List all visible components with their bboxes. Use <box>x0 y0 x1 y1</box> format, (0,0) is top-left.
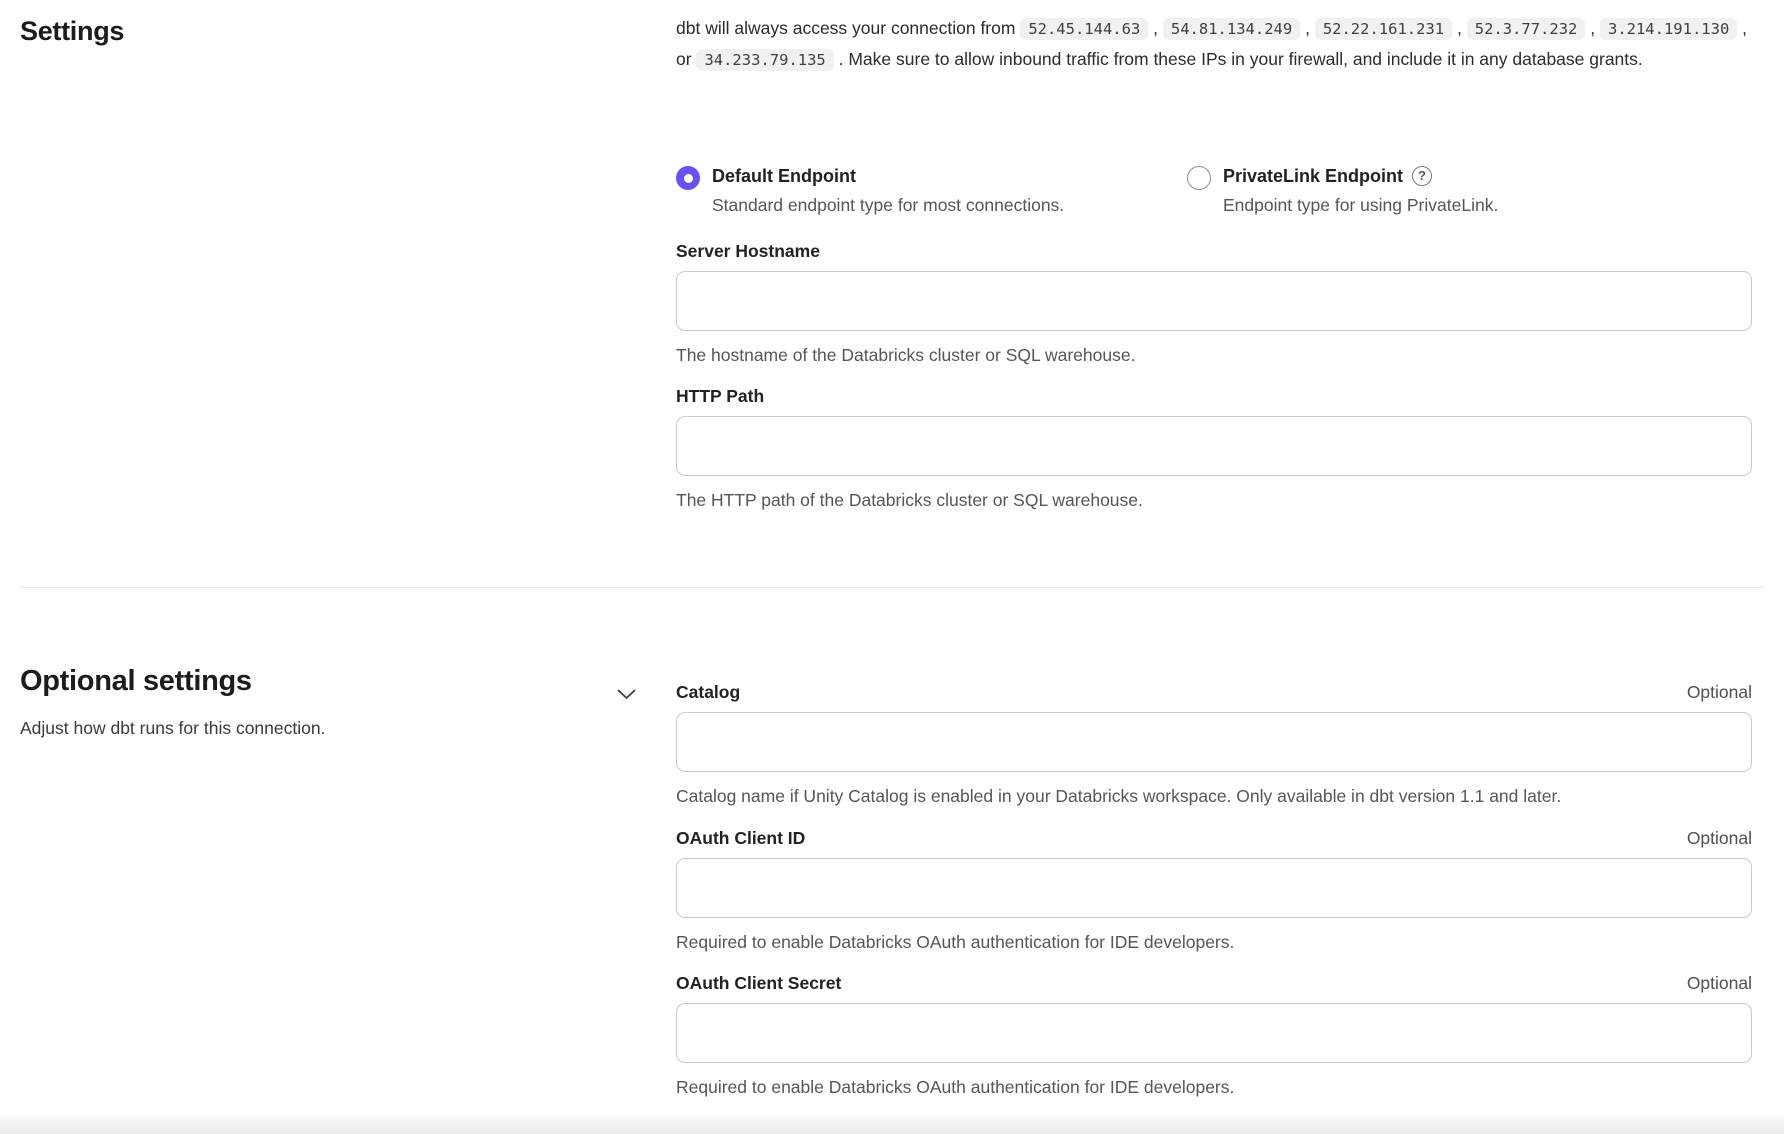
server-hostname-field-group <box>676 241 1752 366</box>
radio-selected-icon[interactable] <box>676 166 700 190</box>
catalog-field-group <box>676 682 1752 807</box>
oauth-client-secret-field-group <box>676 973 1752 1098</box>
server-hostname-helper: The hostname of the Databricks cluster or SQL warehouse. <box>676 345 1136 365</box>
ip-address-pill: 52.3.77.232 <box>1467 18 1586 40</box>
section-divider <box>20 587 1764 588</box>
server-hostname-input[interactable] <box>676 271 1752 331</box>
ip-address-pill: 52.22.161.231 <box>1315 18 1452 40</box>
radio-privatelink-endpoint[interactable] <box>1187 164 1498 216</box>
bottom-edge-bar <box>0 1115 1784 1134</box>
radio-privatelink-endpoint-description: Endpoint type for using PrivateLink. <box>1223 195 1499 215</box>
optional-settings-subtitle: Adjust how dbt runs for this connection. <box>20 718 326 738</box>
optional-badge: Optional <box>1686 973 1752 993</box>
catalog-label: Catalog <box>676 682 741 702</box>
oauth-client-secret-label: OAuth Client Secret <box>676 973 842 993</box>
http-path-input[interactable] <box>676 416 1752 476</box>
oauth-client-secret-helper: Required to enable Databricks OAuth authentication for IDE developers. <box>676 1077 1235 1097</box>
oauth-client-id-field-group <box>676 828 1752 953</box>
oauth-client-id-label: OAuth Client ID <box>676 828 806 848</box>
oauth-client-secret-input[interactable] <box>676 1003 1752 1063</box>
ip-access-notice: dbt will always access your connection from 52.45.144.63 , 54.81.134.249 , 52.22.161.231 , 52.3.77.232 , 3.214.191.130 , or 34.233.79.135 . Make sure to allow inbound traffic from these IPs in your firewall, and include it in any database grants. <box>676 18 1748 69</box>
radio-privatelink-endpoint-label <box>1223 164 1498 188</box>
radio-unselected-icon[interactable] <box>1187 166 1211 190</box>
http-path-label: HTTP Path <box>676 386 765 406</box>
radio-privatelink-endpoint-text: PrivateLink Endpoint <box>1223 166 1404 186</box>
optional-settings-heading: Optional settings <box>20 665 252 697</box>
radio-default-endpoint-label: Default Endpoint <box>712 166 856 186</box>
ip-address-pill: 52.45.144.63 <box>1020 18 1148 40</box>
ip-address-pill: 3.214.191.130 <box>1600 18 1737 40</box>
radio-default-endpoint[interactable] <box>676 164 1064 216</box>
ip-address-pill: 34.233.79.135 <box>696 49 833 71</box>
optional-badge: Optional <box>1686 828 1752 848</box>
catalog-input[interactable] <box>676 712 1752 772</box>
oauth-client-id-input[interactable] <box>676 858 1752 918</box>
server-hostname-label: Server Hostname <box>676 241 820 261</box>
settings-heading: Settings <box>20 16 125 46</box>
http-path-helper: The HTTP path of the Databricks cluster or SQL warehouse. <box>676 490 1143 510</box>
ip-address-pill: 54.81.134.249 <box>1163 18 1300 40</box>
catalog-helper: Catalog name if Unity Catalog is enabled in your Databricks workspace. Only available in dbt version 1.1 and later. <box>676 786 1562 806</box>
http-path-field-group <box>676 386 1752 511</box>
optional-badge: Optional <box>1686 682 1752 702</box>
oauth-client-id-helper: Required to enable Databricks OAuth authentication for IDE developers. <box>676 932 1235 952</box>
help-icon[interactable]: ? <box>1412 166 1432 186</box>
collapse-section-button[interactable] <box>610 680 642 708</box>
radio-default-endpoint-description: Standard endpoint type for most connections. <box>712 195 1065 215</box>
chevron-down-icon <box>617 689 636 700</box>
